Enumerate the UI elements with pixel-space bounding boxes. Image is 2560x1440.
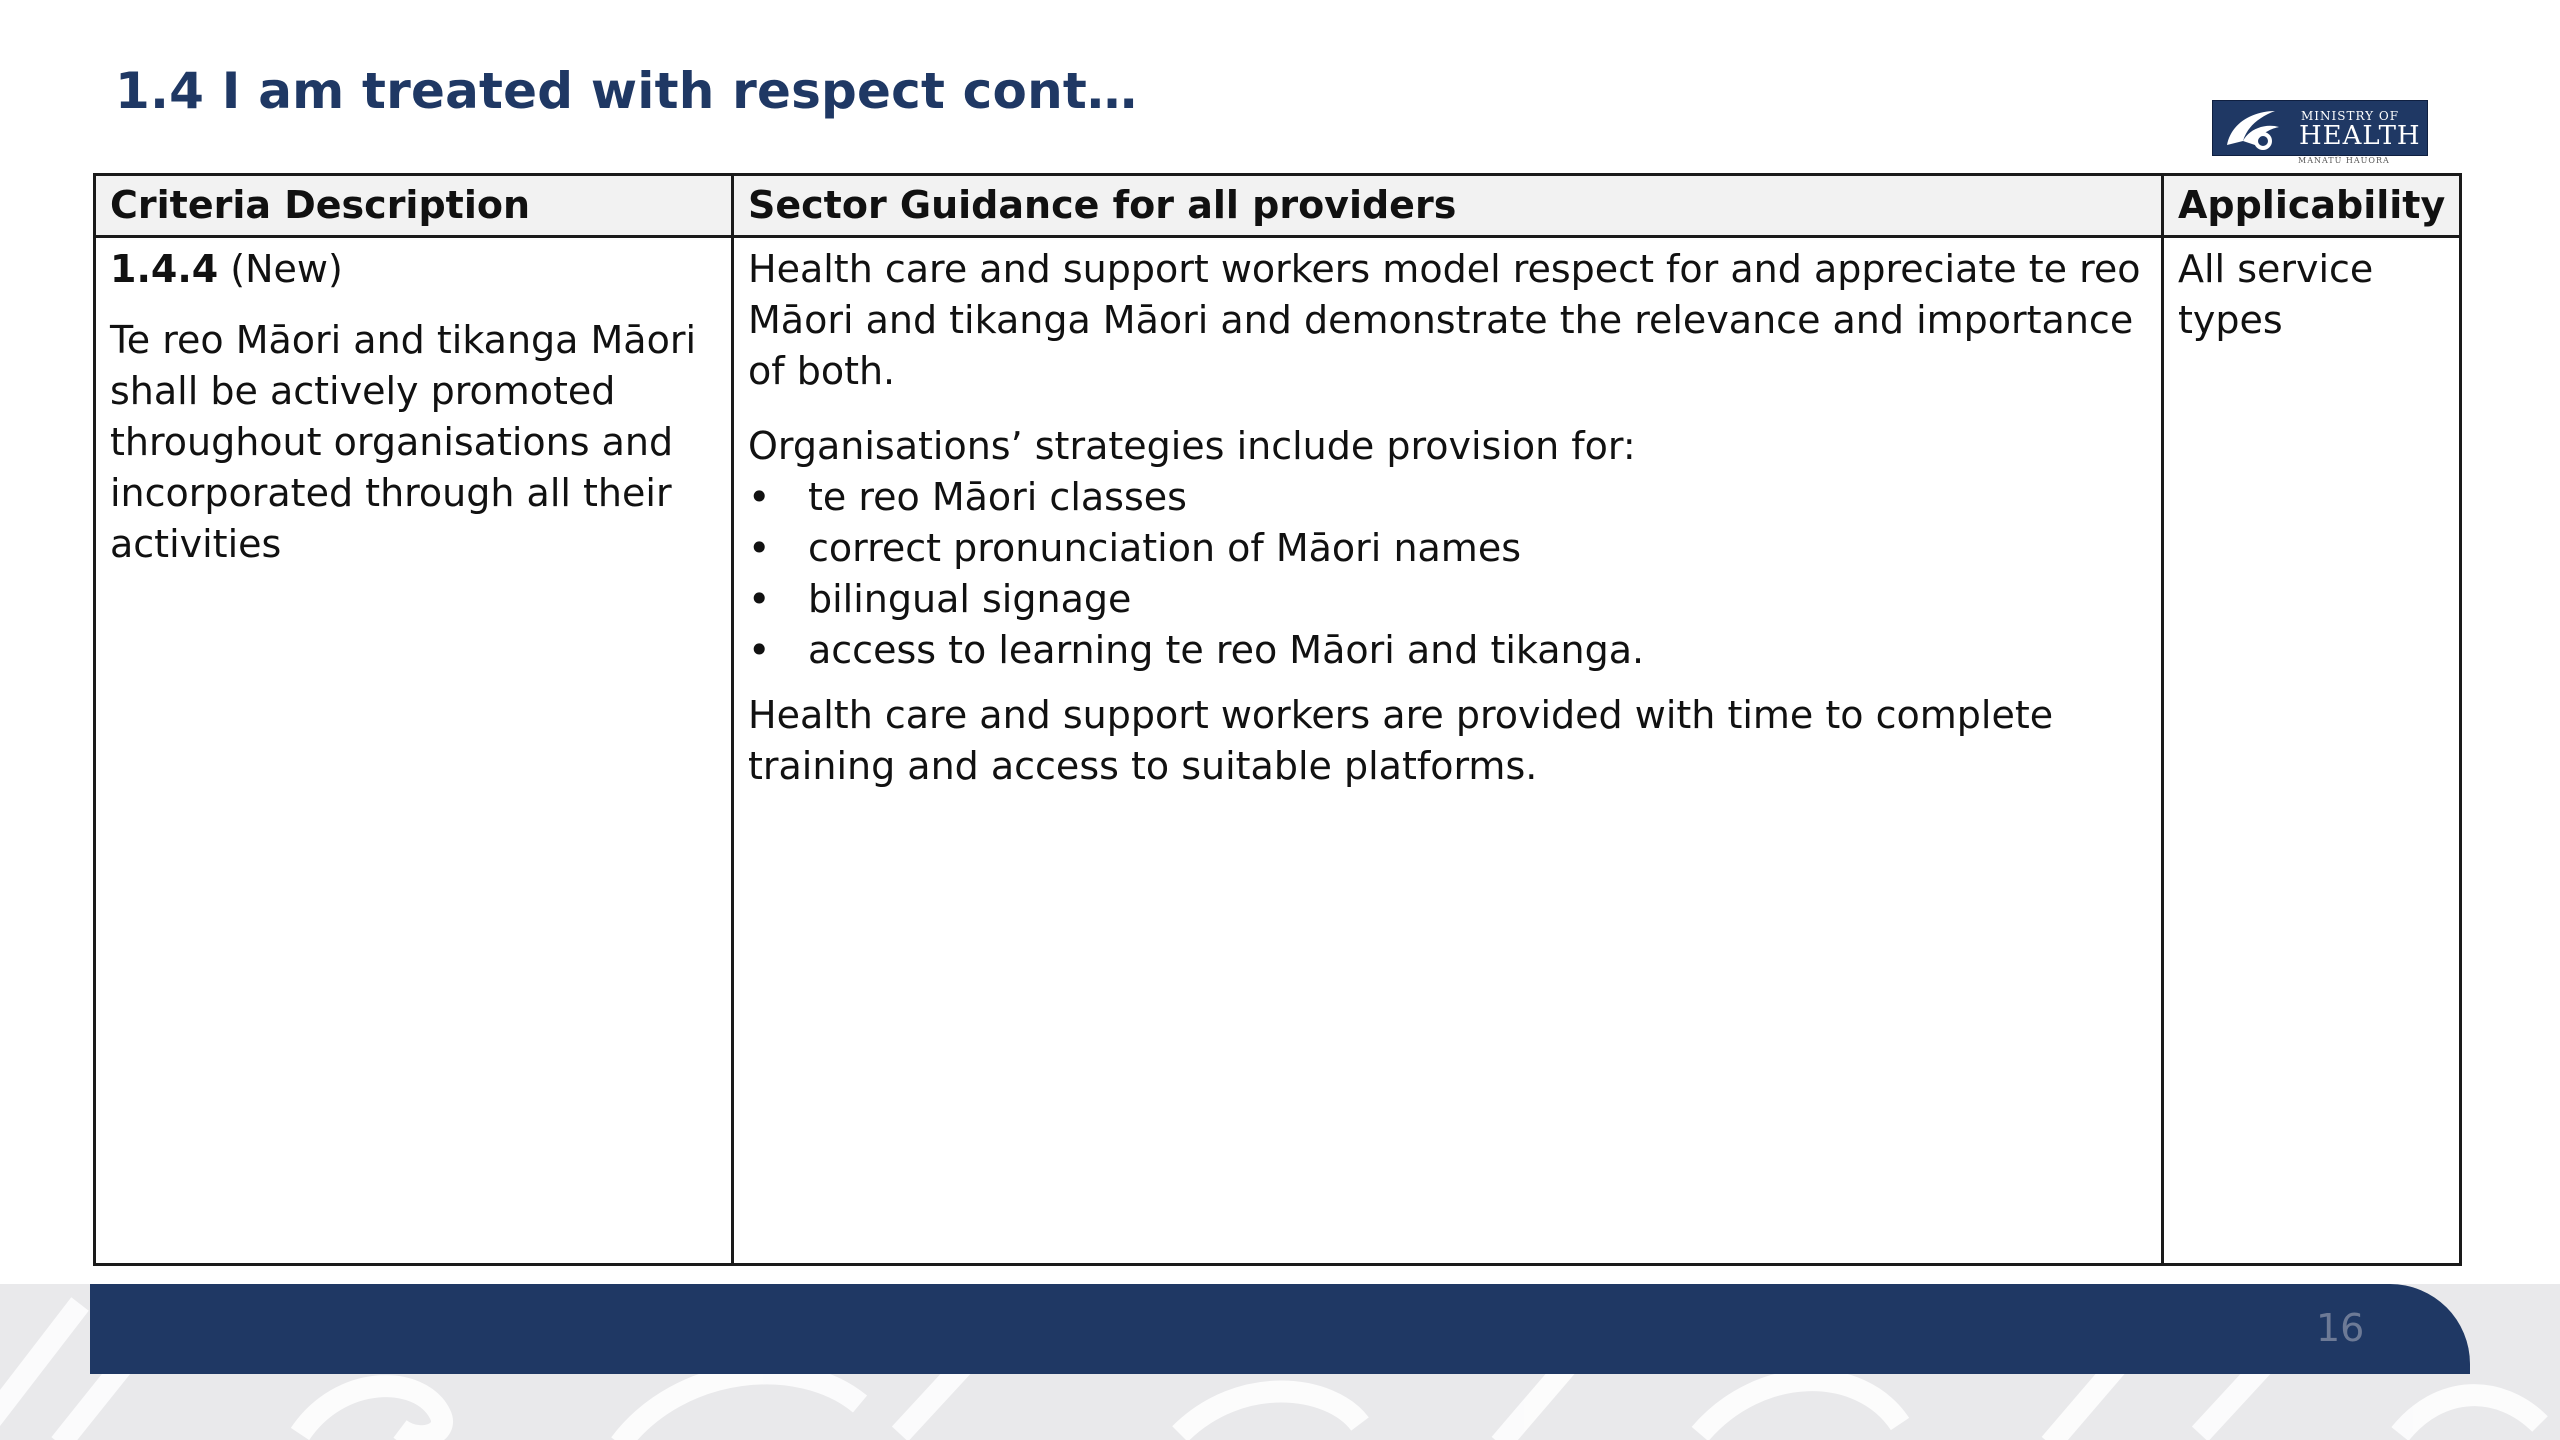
list-item [748, 574, 2147, 625]
ministry-of-health-logo [2212, 100, 2428, 170]
criteria-cell [95, 237, 733, 1265]
guidance-bullet-list [748, 472, 2147, 676]
page-number: 16 [2316, 1306, 2365, 1350]
guidance-paragraph-1: Health care and support workers model respect for and appreciate te reo Māori and tikanga Māori and demonstrate the relevance and importance of both. [748, 247, 2141, 393]
criteria-heading [110, 244, 717, 295]
slide-title: 1.4 I am treated with respect cont… [115, 62, 1138, 120]
list-item [748, 472, 2147, 523]
guidance-cell [733, 237, 2163, 1265]
ministry-of-health-fern-icon [2213, 101, 2297, 155]
guidance-paragraph-3: Health care and support workers are provided with time to complete training and access to suitable platforms. [748, 693, 2054, 788]
criteria-id: 1.4.4 [110, 247, 219, 291]
footer-band [90, 1284, 2470, 1374]
bullet-text: te reo Māori classes [808, 475, 1187, 519]
applicability-cell: All service types [2163, 237, 2461, 1265]
guidance-paragraph-2: Organisations’ strategies include provision for: [748, 424, 1636, 468]
bullet-text: access to learning te reo Māori and tikanga. [808, 628, 1645, 672]
bullet-icon: • [748, 475, 771, 519]
criteria-table [93, 173, 2462, 1266]
header-criteria-description: Criteria Description [95, 175, 733, 237]
criteria-tag: (New) [218, 247, 343, 291]
logo-line2: HEALTH [2299, 121, 2421, 151]
header-applicability: Applicability [2163, 175, 2461, 237]
bullet-icon: • [748, 577, 771, 621]
criteria-description: Te reo Māori and tikanga Māori shall be actively promoted throughout organisations and incorporated through all their activities [110, 318, 697, 566]
bullet-text: correct pronunciation of Māori names [808, 526, 1522, 570]
bullet-icon: • [748, 628, 771, 672]
table-header-row [95, 175, 2461, 237]
logo-line1: MINISTRY OF [2301, 109, 2400, 123]
header-sector-guidance: Sector Guidance for all providers [733, 175, 2163, 237]
table-row [95, 237, 2461, 1265]
logo-line3: MANATŪ HAUORA [2298, 156, 2390, 165]
logo-box [2212, 100, 2428, 156]
list-item [748, 523, 2147, 574]
bullet-text: bilingual signage [808, 577, 1132, 621]
bullet-icon: • [748, 526, 771, 570]
list-item [748, 625, 2147, 676]
